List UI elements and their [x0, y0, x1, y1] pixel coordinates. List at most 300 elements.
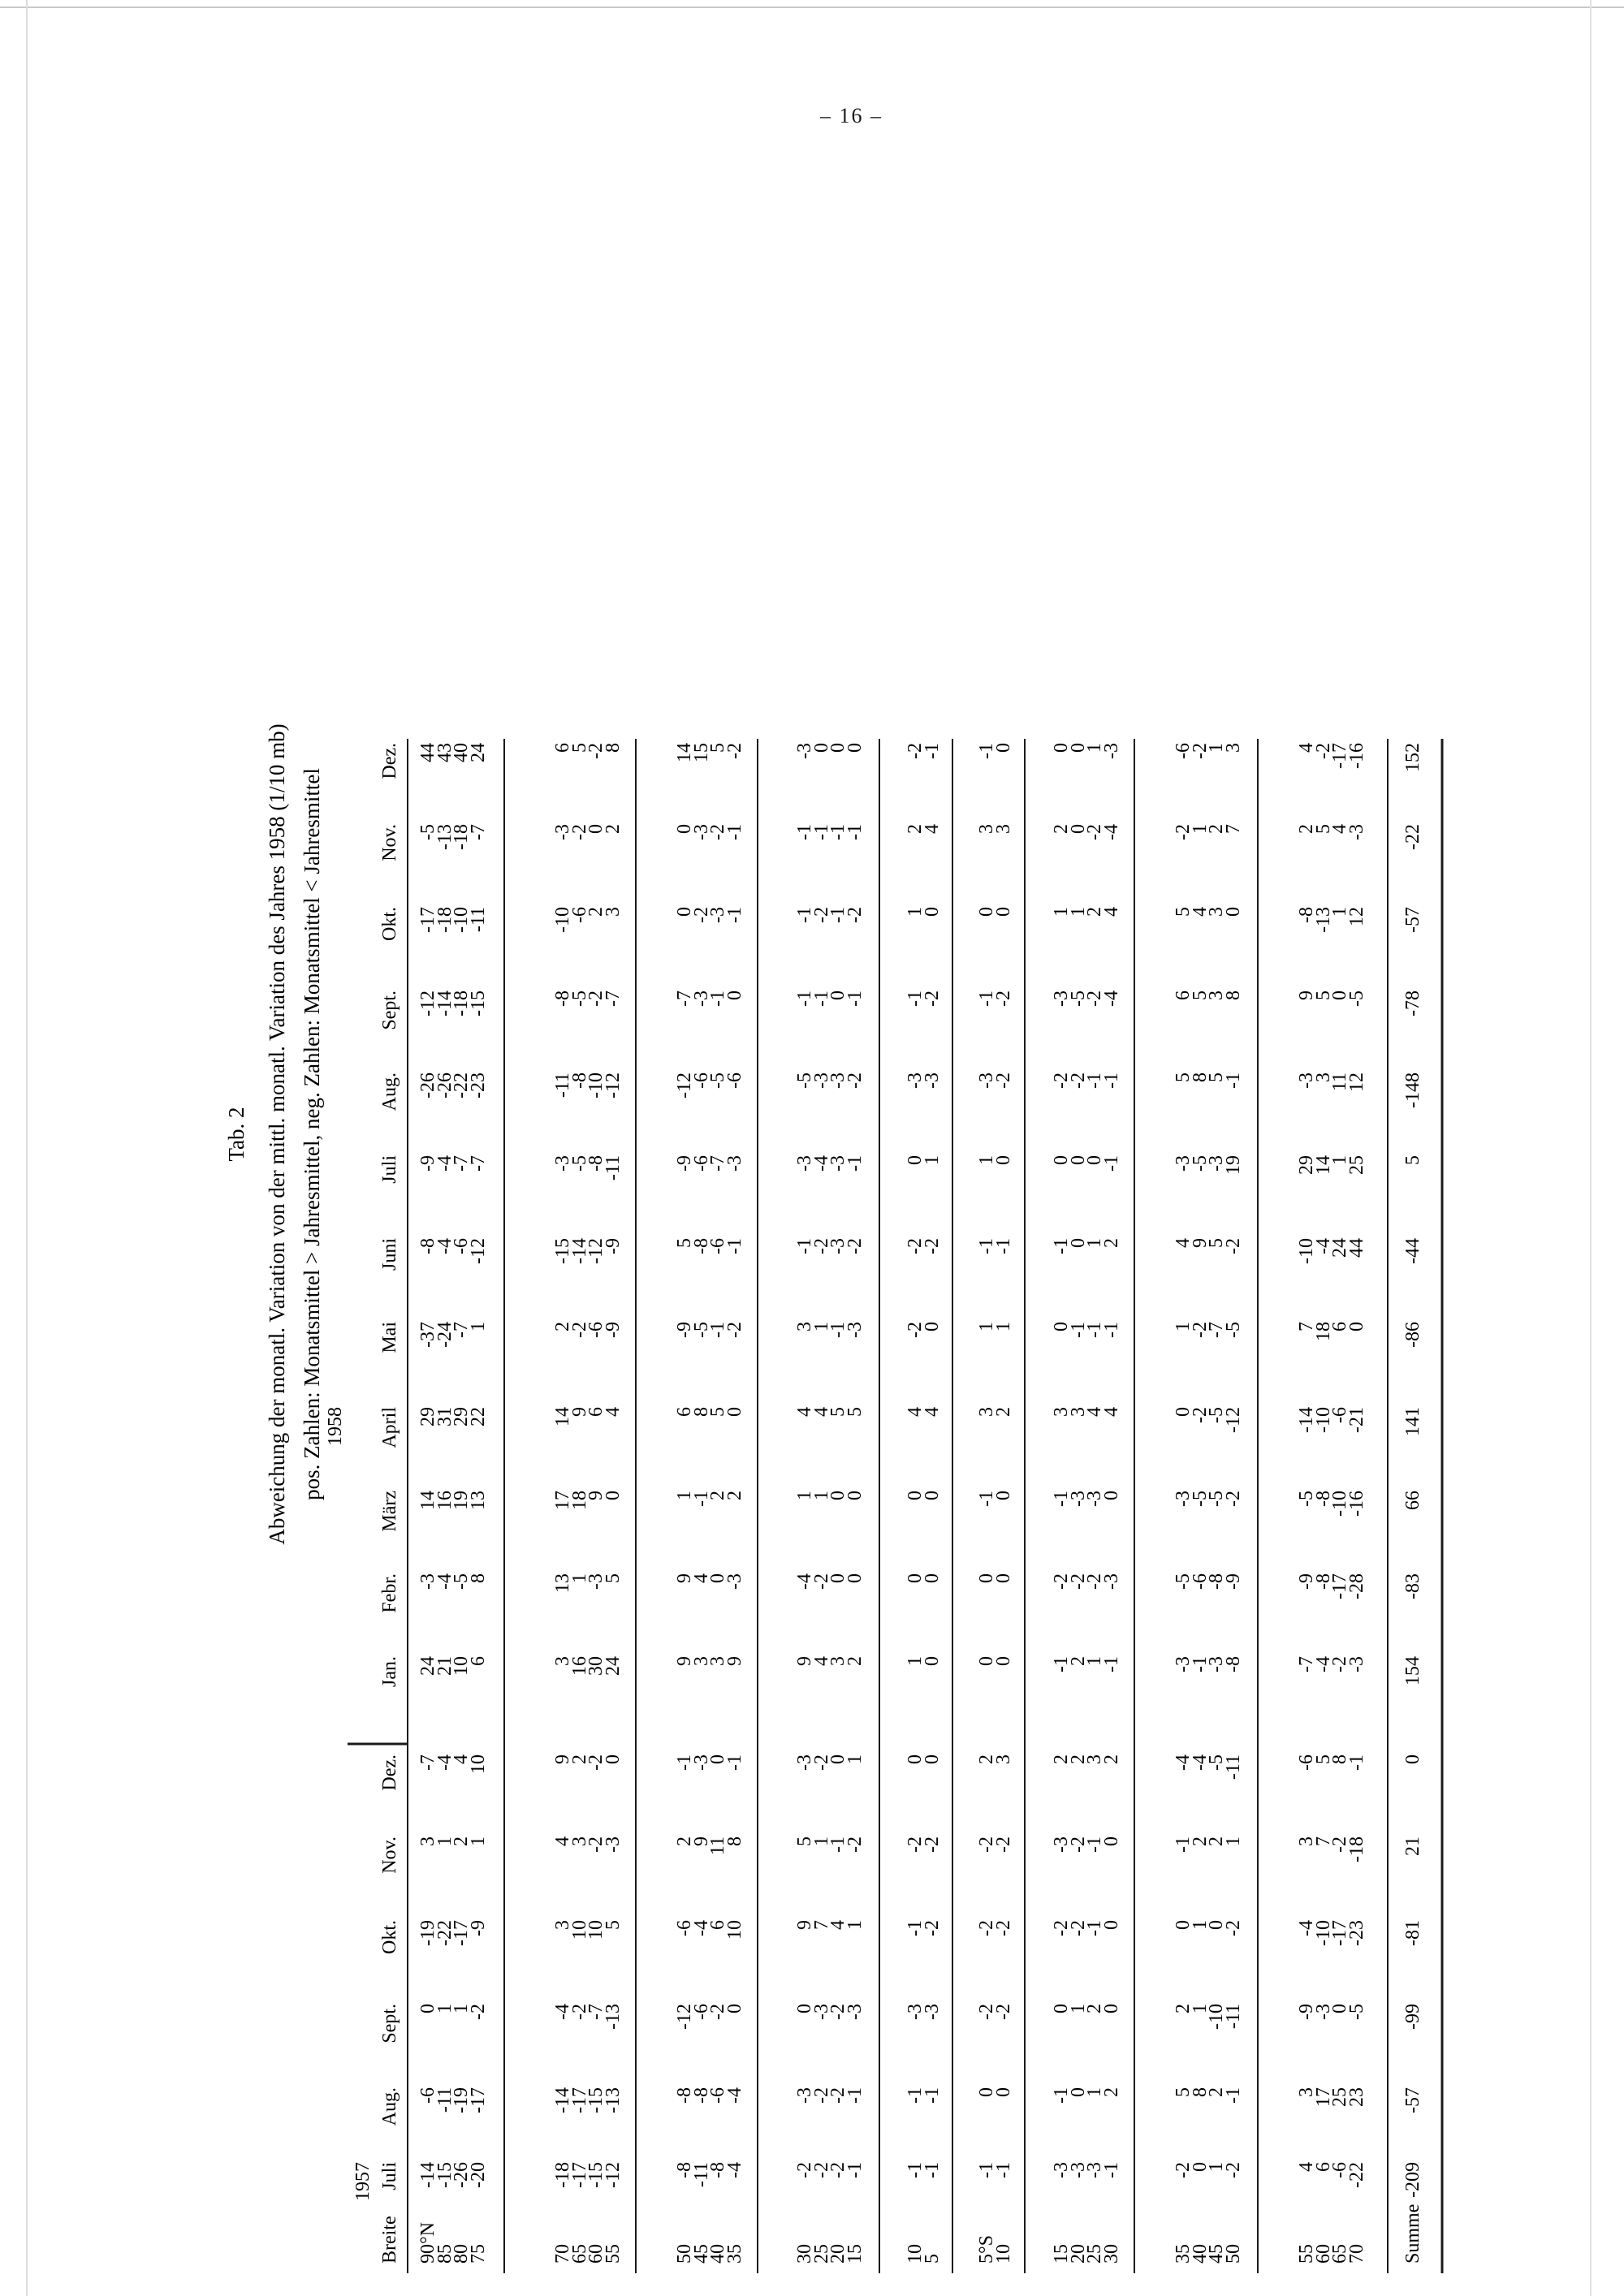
table-cell: 44 — [1346, 1238, 1367, 1258]
table-cell: -1 — [976, 990, 997, 1007]
row-latitude: 80 — [451, 2244, 472, 2264]
table-cell: 7 — [811, 1920, 832, 1930]
table-cell: 0 — [707, 1573, 728, 1583]
table-cell: 7 — [1223, 824, 1244, 834]
table-cell: 3 — [707, 1656, 728, 1666]
table-cell: -8 — [1223, 1656, 1244, 1672]
table-cell: 9 — [569, 1407, 590, 1417]
row-latitude: 40 — [707, 2244, 728, 2264]
table-cell: -1 — [922, 2087, 943, 2104]
table-cell: -1 — [707, 1322, 728, 1338]
table-cell: -11 — [434, 2087, 456, 2113]
table-cell: -2 — [1068, 1836, 1089, 1853]
table-cell: 0 — [1173, 1407, 1194, 1417]
row-latitude: 5 — [922, 2254, 943, 2264]
table-cell: 1 — [1173, 1322, 1194, 1331]
table-cell: -3 — [844, 2004, 866, 2020]
table-cell: -4 — [691, 1920, 712, 1936]
table-cell: -37 — [417, 1322, 438, 1348]
table-cell: 5 — [827, 1407, 849, 1417]
table-cell: -5 — [1206, 1407, 1227, 1423]
table-cell: -9 — [603, 1238, 624, 1254]
table-cell: -2 — [922, 1920, 943, 1936]
table-cell: -6 — [724, 1072, 745, 1089]
row-latitude: 35 — [724, 2244, 745, 2264]
table-cell: 2 — [1206, 2087, 1227, 2097]
page-number: – 16 – — [820, 104, 883, 127]
table-cell: -3 — [1346, 1656, 1367, 1672]
table-cell: -7 — [451, 1155, 472, 1172]
table-cell: -6 — [569, 907, 590, 923]
table-label: Tab. 2 — [224, 1107, 248, 1162]
table-cell: -18 — [434, 907, 456, 933]
table-cell: -1 — [922, 743, 943, 759]
table-cell: -2 — [707, 2004, 728, 2020]
table-cell: -5 — [1346, 2004, 1367, 2020]
table-cell: 0 — [993, 1573, 1014, 1583]
table-cell: 1 — [1206, 2162, 1227, 2172]
table-cell: -3 — [922, 2004, 943, 2020]
table-cell: 14 — [417, 1491, 438, 1510]
row-latitude: 60 — [585, 2244, 607, 2264]
table-cell: 2 — [1190, 1836, 1211, 1846]
table-cell: -1 — [1051, 1491, 1072, 1507]
table-cell: -2 — [844, 907, 866, 923]
table-cell: 6 — [1329, 1322, 1350, 1331]
row-latitude: 40 — [1190, 2244, 1211, 2264]
table-cell: 3 — [1051, 1407, 1072, 1417]
row-latitude: 70 — [552, 2244, 573, 2264]
table-rotated-group — [224, 723, 1442, 2273]
table-cell: 0 — [1068, 2087, 1089, 2097]
table-cell: 4 — [827, 1920, 849, 1930]
table-cell: 6 — [707, 1920, 728, 1930]
table-cell: -7 — [1296, 1656, 1317, 1672]
table-cell: 2 — [1206, 824, 1227, 834]
table-cell: -2 — [1084, 1573, 1105, 1590]
table-cell: 8 — [724, 1836, 745, 1846]
table-cell: 8 — [691, 1407, 712, 1417]
table-cell: -2 — [811, 907, 832, 923]
table-cell: 9 — [674, 1573, 695, 1583]
table-cell: -17 — [1329, 1920, 1350, 1946]
table-cell: -1 — [844, 2162, 866, 2178]
row-latitude: 55 — [603, 2244, 624, 2264]
table-cell: 1 — [1190, 2004, 1211, 2013]
table-cell: 0 — [1068, 743, 1089, 753]
row-latitude: 50 — [1223, 2244, 1244, 2264]
table-cell: 5 — [603, 1920, 624, 1930]
table-cell: -2 — [811, 1573, 832, 1590]
row-latitude: 65 — [569, 2244, 590, 2264]
table-cell: -5 — [1068, 990, 1089, 1007]
table-cell: 16 — [569, 1656, 590, 1676]
table-cell: 13 — [552, 1573, 573, 1593]
table-cell: -5 — [1206, 1754, 1227, 1771]
table-cell: -2 — [827, 2087, 849, 2104]
table-cell: 0 — [1084, 1155, 1105, 1165]
table-cell: -6 — [417, 2087, 438, 2104]
table-cell: 0 — [1068, 1238, 1089, 1248]
table-cell: 0 — [993, 1491, 1014, 1500]
table-cell: 5 — [794, 1836, 815, 1846]
table-cell: 15 — [691, 743, 712, 762]
table-cell: -1 — [976, 1238, 997, 1254]
table-cell: -4 — [552, 2004, 573, 2020]
table-cell: 4 — [811, 1656, 832, 1666]
table-cell: -1 — [905, 990, 926, 1007]
table-cell: -12 — [417, 990, 438, 1016]
table-cell: 5 — [1206, 1072, 1227, 1082]
table-cell: 1 — [922, 1155, 943, 1165]
table-cell: 10 — [585, 1920, 607, 1940]
table-cell: -2 — [1051, 1573, 1072, 1590]
table-cell: -3 — [794, 2087, 815, 2104]
table-cell: 14 — [674, 743, 695, 762]
table-cell: -5 — [1190, 1491, 1211, 1507]
table-cell: -2 — [993, 1072, 1014, 1089]
table-cell: -4 — [1296, 1920, 1317, 1936]
table-cell: -1 — [1068, 1322, 1089, 1338]
row-latitude: 65 — [1329, 2244, 1350, 2264]
table-cell: -8 — [585, 1155, 607, 1172]
table-cell: 0 — [1206, 1920, 1227, 1930]
table-cell: 3 — [1206, 907, 1227, 917]
table-cell: -18 — [552, 2162, 573, 2188]
table-cell: 0 — [674, 824, 695, 834]
table-cell: -2 — [811, 1238, 832, 1254]
table-cell: -2 — [1329, 1656, 1350, 1672]
table-cell: 5 — [1313, 990, 1334, 1000]
table-cell: 4 — [1084, 1407, 1105, 1417]
table-cell: -2 — [922, 1238, 943, 1254]
summe-cell: -99 — [1402, 2004, 1423, 2030]
table-subtitle: pos. Zahlen: Monatsmittel > Jahresmittel, neg. Zahlen: Monatsmittel < Jahresmittel — [300, 768, 324, 1500]
table-cell: 22 — [468, 1407, 489, 1426]
table-cell: 4 — [1101, 1407, 1122, 1417]
table-cell: 2 — [1068, 1656, 1089, 1666]
table-cell: -2 — [1190, 743, 1211, 759]
table-cell: -3 — [552, 824, 573, 840]
table-cell: 10 — [569, 1920, 590, 1940]
table-cell: -1 — [1101, 1155, 1122, 1172]
table-cell: -3 — [1051, 2162, 1072, 2178]
table-cell: -5 — [569, 1155, 590, 1172]
table-cell: 0 — [827, 1491, 849, 1500]
table-cell: 1 — [811, 1322, 832, 1331]
table-cell: -2 — [1313, 743, 1334, 759]
table-cell: -2 — [1223, 1238, 1244, 1254]
table-cell: -2 — [1223, 2162, 1244, 2178]
table-cell: 44 — [417, 743, 438, 762]
table-cell: -2 — [844, 1072, 866, 1089]
table-cell: 1 — [976, 1155, 997, 1165]
table-cell: -19 — [451, 2087, 472, 2113]
table-cell: -2 — [993, 1836, 1014, 1853]
table-cell: -3 — [707, 907, 728, 923]
table-cell: 19 — [1223, 1155, 1244, 1175]
table-cell: -10 — [451, 907, 472, 933]
summe-cell: -57 — [1402, 907, 1423, 933]
table-cell: -3 — [417, 1573, 438, 1590]
table-cell: -1 — [707, 990, 728, 1007]
table-cell: -13 — [434, 824, 456, 850]
table-cell: 8 — [603, 743, 624, 753]
table-cell: -1 — [905, 2162, 926, 2178]
table-cell: 2 — [844, 1656, 866, 1666]
table-cell: 0 — [905, 1155, 926, 1165]
table-cell: -2 — [905, 1238, 926, 1254]
table-cell: 4 — [1101, 907, 1122, 917]
table-cell: -2 — [844, 1238, 866, 1254]
table-cell: -7 — [417, 1754, 438, 1771]
table-cell: -3 — [827, 1155, 849, 1172]
table-cell: -3 — [1206, 1155, 1227, 1172]
table-cell: 3 — [976, 1407, 997, 1417]
table-cell: -2 — [724, 1322, 745, 1338]
table-cell: -3 — [1084, 2162, 1105, 2178]
header-month-1958: März — [379, 1491, 400, 1532]
table-cell: 0 — [922, 907, 943, 917]
table-cell: 6 — [1173, 990, 1194, 1000]
table-cell: 2 — [585, 907, 607, 917]
table-cell: -3 — [1084, 1491, 1105, 1507]
table-cell: -11 — [468, 907, 489, 933]
table-cell: -4 — [434, 1573, 456, 1590]
row-latitude: 20 — [827, 2244, 849, 2264]
table-cell: 23 — [1346, 2087, 1367, 2107]
table-cell: -3 — [794, 743, 815, 759]
table-cell: -6 — [691, 1072, 712, 1089]
table-cell: -3 — [976, 1072, 997, 1089]
table-cell: -5 — [794, 1072, 815, 1089]
table-cell: -1 — [1084, 1920, 1105, 1936]
table-cell: -24 — [434, 1322, 456, 1348]
summe-cell: 0 — [1402, 1754, 1423, 1764]
row-latitude: 30 — [1101, 2244, 1122, 2264]
table-cell: -10 — [1313, 1920, 1334, 1946]
table-cell: 24 — [1329, 1238, 1350, 1258]
table-cell: 0 — [844, 743, 866, 753]
table-cell: -11 — [691, 2162, 712, 2188]
summe-cell: -83 — [1402, 1573, 1423, 1599]
table-cell: 3 — [1084, 1754, 1105, 1764]
table-cell: 1 — [451, 2004, 472, 2013]
table-cell: 1 — [1206, 743, 1227, 753]
table-cell: 2 — [1084, 907, 1105, 917]
table-cell: -1 — [1101, 1072, 1122, 1089]
table-cell: 0 — [603, 1491, 624, 1500]
table-cell: 0 — [827, 990, 849, 1000]
table-cell: 1 — [1084, 1656, 1105, 1666]
table-cell: -6 — [1329, 1407, 1350, 1423]
table-cell: -17 — [417, 907, 438, 933]
table-cell: -9 — [674, 1322, 695, 1338]
table-cell: 24 — [603, 1656, 624, 1676]
table-cell: 2 — [1101, 1238, 1122, 1248]
table-cell: -5 — [1173, 1573, 1194, 1590]
table-cell: -5 — [707, 1072, 728, 1089]
table-cell: 21 — [434, 1656, 456, 1676]
table-cell: 2 — [707, 1491, 728, 1500]
table-cell: 4 — [922, 824, 943, 834]
table-cell: 0 — [922, 1573, 943, 1583]
table-cell: 0 — [707, 1754, 728, 1764]
table-cell: 40 — [451, 743, 472, 762]
table-cell: -7 — [451, 1322, 472, 1338]
table-cell: -3 — [585, 1573, 607, 1590]
table-cell: 4 — [811, 1407, 832, 1417]
table-cell: 0 — [1190, 2162, 1211, 2172]
table-cell: -12 — [603, 1072, 624, 1098]
table-cell: 19 — [451, 1491, 472, 1510]
table-cell: -2 — [585, 990, 607, 1007]
table-cell: 3 — [552, 1656, 573, 1666]
table-cell: -5 — [417, 824, 438, 840]
table-cell: 3 — [1068, 1407, 1089, 1417]
table-cell: -2 — [585, 743, 607, 759]
table-cell: -2 — [976, 1920, 997, 1936]
table-cell: -6 — [1329, 2162, 1350, 2178]
table-cell: -1 — [1101, 1656, 1122, 1672]
table-cell: 0 — [922, 1322, 943, 1331]
table-cell: -5 — [691, 1322, 712, 1338]
table-cell: -1 — [844, 990, 866, 1007]
table-cell: 0 — [827, 743, 849, 753]
table-cell: -6 — [585, 1322, 607, 1338]
table-cell: 3 — [1296, 1836, 1317, 1846]
header-month-1957: Okt. — [379, 1920, 400, 1954]
table-cell: -10 — [552, 907, 573, 933]
table-cell: 9 — [585, 1491, 607, 1500]
table-cell: -3 — [811, 2004, 832, 2020]
table-cell: 25 — [1346, 1155, 1367, 1175]
table-cell: 7 — [1313, 1836, 1334, 1846]
table-cell: 0 — [585, 824, 607, 834]
table-cell: 0 — [922, 1754, 943, 1764]
table-cell: -1 — [794, 907, 815, 923]
table-cell: -2 — [976, 1836, 997, 1853]
table-cell: -2 — [1223, 1491, 1244, 1507]
table-cell: 2 — [674, 1836, 695, 1846]
table-cell: 10 — [451, 1656, 472, 1676]
table-cell: -3 — [827, 1238, 849, 1254]
table-cell: -2 — [585, 1754, 607, 1771]
table-cell: 30 — [585, 1656, 607, 1676]
table-cell: 0 — [417, 2004, 438, 2013]
table-cell: -12 — [674, 2004, 695, 2030]
table-cell: -15 — [585, 2162, 607, 2188]
table-cell: -8 — [691, 2087, 712, 2104]
table-cell: 1 — [674, 1491, 695, 1500]
table-cell: -9 — [603, 1322, 624, 1338]
table-cell: -2 — [811, 1754, 832, 1771]
table-cell: 0 — [724, 1407, 745, 1417]
table-cell: 0 — [1101, 1491, 1122, 1500]
table-cell: -6 — [674, 1920, 695, 1936]
table-cell: -18 — [451, 990, 472, 1016]
table-cell: -1 — [844, 1155, 866, 1172]
table-cell: 9 — [1190, 1238, 1211, 1248]
table-cell: -6 — [707, 2087, 728, 2104]
table-cell: -1 — [1346, 1754, 1367, 1771]
table-cell: -2 — [1084, 990, 1105, 1007]
table-cell: 0 — [1346, 1322, 1367, 1331]
table-cell: -2 — [1173, 824, 1194, 840]
table-cell: -2 — [976, 2004, 997, 2020]
table-cell: -12 — [674, 1072, 695, 1098]
table-cell: -8 — [1313, 1573, 1334, 1590]
summe-cell: 66 — [1402, 1491, 1423, 1510]
table-cell: -14 — [1296, 1407, 1317, 1433]
table-cell: -26 — [451, 2162, 472, 2188]
table-cell: -9 — [1223, 1573, 1244, 1590]
table-cell: -3 — [811, 1072, 832, 1089]
table-cell: -2 — [922, 990, 943, 1007]
table-cell: -3 — [794, 1155, 815, 1172]
table-cell: -1 — [1051, 2087, 1072, 2104]
table-cell: -1 — [922, 2162, 943, 2178]
header-breite: Breite — [379, 2216, 400, 2264]
row-latitude: 35 — [1173, 2244, 1194, 2264]
table-cell: 2 — [1068, 1754, 1089, 1764]
row-latitude: 50 — [674, 2244, 695, 2264]
table-cell: -2 — [1068, 1072, 1089, 1089]
table-cell: -9 — [468, 1920, 489, 1936]
table-cell: 2 — [976, 1754, 997, 1764]
table-cell: 9 — [691, 1836, 712, 1846]
table-cell: 0 — [905, 1754, 926, 1764]
summe-cell: -44 — [1402, 1238, 1423, 1264]
table-cell: 9 — [1296, 990, 1317, 1000]
table-cell: -2 — [993, 1920, 1014, 1936]
header-month-1958: Dez. — [379, 743, 400, 779]
table-cell: 3 — [603, 907, 624, 917]
table-cell: -3 — [1051, 990, 1072, 1007]
table-cell: -11 — [1223, 2004, 1244, 2030]
table-cell: -2 — [922, 1836, 943, 1853]
table-cell: -1 — [1084, 1836, 1105, 1853]
table-cell: 0 — [1173, 1920, 1194, 1930]
table-cell: -17 — [569, 2162, 590, 2188]
table-cell: 1 — [811, 1491, 832, 1500]
table-cell: -18 — [1346, 1836, 1367, 1862]
table-cell: -17 — [468, 2087, 489, 2113]
table-cell: -2 — [794, 2162, 815, 2178]
table-cell: 2 — [1101, 1754, 1122, 1764]
table-cell: -2 — [993, 990, 1014, 1007]
table-cell: 0 — [724, 990, 745, 1000]
table-cell: 1 — [844, 1920, 866, 1930]
table-cell: 0 — [976, 1656, 997, 1666]
table-cell: 14 — [552, 1407, 573, 1426]
table-cell: 0 — [1101, 2004, 1122, 2013]
table-cell: -3 — [922, 1072, 943, 1089]
table-cell: -6 — [707, 1238, 728, 1254]
table-cell: 0 — [603, 1754, 624, 1764]
table-cell: -3 — [1068, 1491, 1089, 1507]
table-cell: -15 — [552, 1238, 573, 1264]
table-cell: -10 — [1206, 2004, 1227, 2030]
table-cell: 4 — [1173, 1238, 1194, 1248]
table-cell: 5 — [1173, 1072, 1194, 1082]
table-cell: 3 — [827, 1656, 849, 1666]
table-cell: -2 — [585, 1836, 607, 1853]
table-cell: -2 — [993, 2004, 1014, 2020]
table-cell: -3 — [691, 824, 712, 840]
table-cell: 3 — [993, 1754, 1014, 1764]
row-latitude: 55 — [1296, 2244, 1317, 2264]
